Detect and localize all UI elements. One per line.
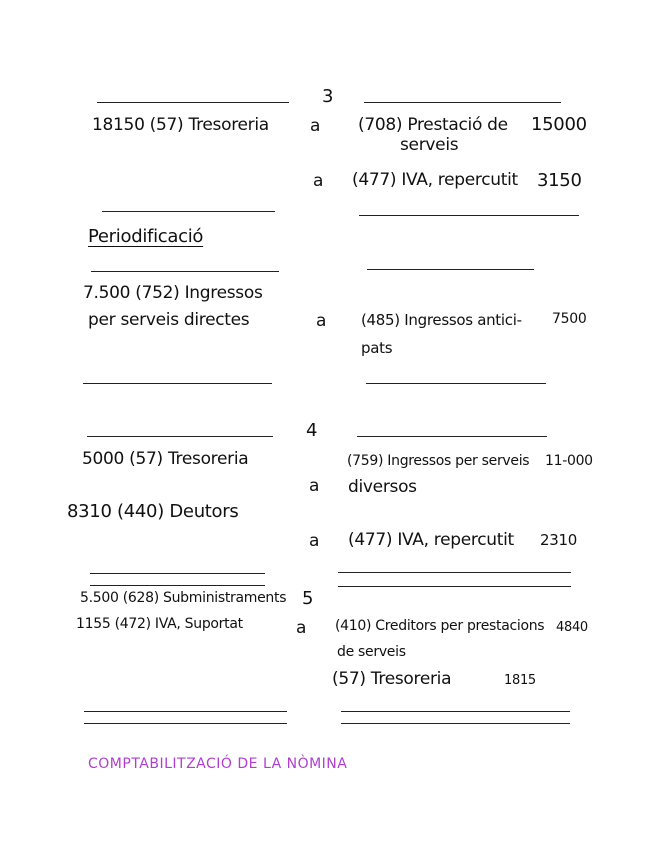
period-debit-line2: per serveis directes (88, 310, 250, 330)
entry3-credit-rule-bottom (359, 215, 579, 216)
entry4-a1: a (309, 476, 320, 496)
entry4-credit1-amount: 11-000 (545, 453, 593, 469)
period-credit-rule-top (367, 269, 534, 270)
entry5-debit2: 1155 (472) IVA, Suportat (76, 616, 243, 632)
entry3-credit2: (477) IVA, repercutit (352, 170, 518, 190)
entry4-credit1-line2: diversos (348, 477, 417, 497)
entry3-credit-rule-top (364, 102, 561, 103)
entry5-credit-rule-bottom-2 (341, 723, 570, 724)
period-debit-line1: 7.500 (752) Ingressos (83, 283, 263, 303)
entry3-debit-rule-bottom (102, 211, 275, 212)
entry3-a2: a (313, 171, 324, 191)
entry5-credit2: (57) Tresoreria (332, 669, 452, 689)
entry5-credit1-line1: (410) Creditors per prestacions (335, 618, 545, 634)
entry5-credit2-amount: 1815 (504, 673, 536, 688)
entry3-debit-rule-top (97, 102, 289, 103)
entry5-credit1-line2: de serveis (337, 644, 406, 660)
periodificacio-heading: Periodificació (88, 226, 204, 247)
entry4-credit2-amount: 2310 (540, 531, 577, 549)
entry5-debit-rule-bottom-1 (84, 711, 287, 712)
period-debit-rule-bottom (83, 383, 272, 384)
entry5-debit1: 5.500 (628) Subministraments (80, 590, 287, 606)
entry3-credit1-line1: (708) Prestació de (358, 115, 508, 135)
period-credit-line2: pats (361, 339, 393, 357)
period-credit-rule-bottom (366, 383, 546, 384)
entry3-number: 3 (322, 86, 334, 107)
entry4-debit-rule-top (87, 436, 273, 437)
entry3-credit2-amount: 3150 (537, 170, 582, 191)
period-debit-rule-top (91, 271, 279, 272)
entry4-credit1-line1: (759) Ingressos per serveis (347, 453, 530, 469)
entry4-debit-rule-bottom-2 (90, 585, 265, 586)
entry5-credit-rule-bottom-1 (341, 711, 570, 712)
entry3-debit: 18150 (57) Tresoreria (92, 115, 269, 135)
period-credit-line1: (485) Ingressos antici- (361, 311, 522, 329)
entry5-a: a (296, 618, 307, 638)
nomina-heading: COMPTABILITZACIÓ DE LA NÒMINA (88, 756, 348, 772)
entry3-a1: a (310, 116, 321, 136)
entry4-credit2: (477) IVA, repercutit (348, 530, 514, 550)
entry5-debit-rule-bottom-2 (84, 723, 287, 724)
period-credit-amount: 7500 (552, 311, 587, 327)
entry4-debit1: 5000 (57) Tresoreria (82, 449, 249, 469)
entry5-number: 5 (302, 588, 314, 609)
entry4-number: 4 (306, 420, 318, 441)
entry4-debit-rule-bottom-1 (90, 573, 265, 574)
entry3-credit1-line2: serveis (400, 135, 459, 155)
entry4-debit2: 8310 (440) Deutors (67, 501, 239, 522)
entry4-credit-rule-top (357, 436, 547, 437)
entry3-credit1-amount: 15000 (531, 114, 587, 135)
entry4-credit-rule-bottom-2 (338, 586, 571, 587)
entry4-credit-rule-bottom-1 (338, 572, 571, 573)
entry4-a2: a (309, 531, 320, 551)
entry5-credit1-amount: 4840 (556, 620, 588, 635)
period-a: a (316, 311, 327, 331)
